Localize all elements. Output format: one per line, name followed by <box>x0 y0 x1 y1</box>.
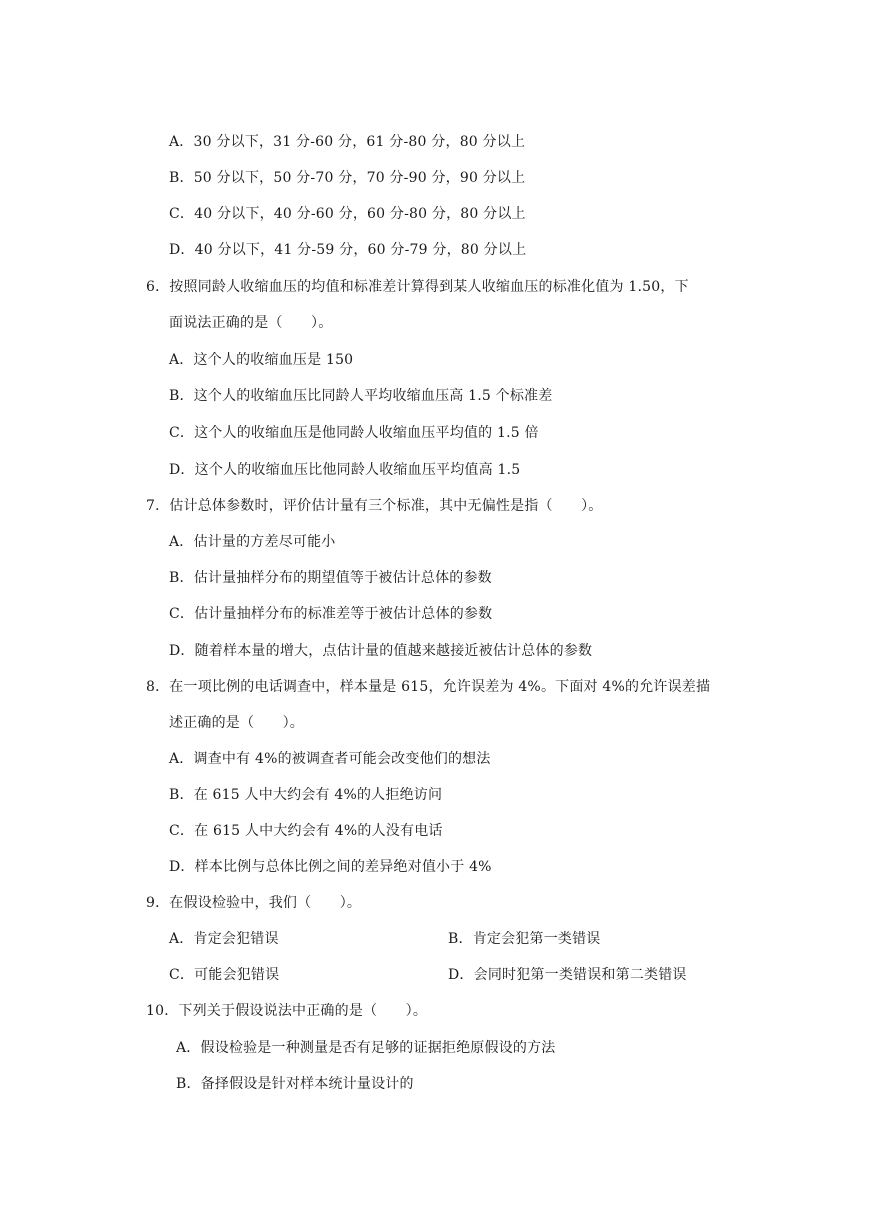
q5-option-c: C．40 分以下，40 分-60 分，60 分-80 分，80 分以上 <box>169 206 526 222</box>
q7-option-a: A．估计量的方差尽可能小 <box>169 534 336 550</box>
q9-option-c: C．可能会犯错误 <box>169 967 280 983</box>
q7-option-b: B．估计量抽样分布的期望值等于被估计总体的参数 <box>169 570 492 586</box>
q8-option-c: C．在 615 人中大约会有 4%的人没有电话 <box>169 823 443 839</box>
q6-stem-continued: 面说法正确的是（ ）。 <box>169 315 333 331</box>
q8-option-b: B．在 615 人中大约会有 4%的人拒绝访问 <box>169 787 443 803</box>
q6-stem: 6．按照同龄人收缩血压的均值和标准差计算得到某人收缩血压的标准化值为 1.50，下 <box>146 279 689 295</box>
q6-option-a: A．这个人的收缩血压是 150 <box>169 352 354 368</box>
q9-option-a: A．肯定会犯错误 <box>169 931 279 947</box>
q7-option-c: C．估计量抽样分布的标准差等于被估计总体的参数 <box>169 606 493 622</box>
q8-option-a: A．调查中有 4%的被调查者可能会改变他们的想法 <box>169 751 491 767</box>
q8-stem: 8．在一项比例的电话调查中，样本量是 615，允许误差为 4%。下面对 4%的允许误差描 <box>146 679 711 695</box>
q7-stem: 7．估计总体参数时，评价估计量有三个标准，其中无偏性是指（ ）。 <box>146 498 603 514</box>
q8-option-d: D．样本比例与总体比例之间的差异绝对值小于 4% <box>169 859 492 875</box>
q5-option-d: D．40 分以下，41 分-59 分，60 分-79 分，80 分以上 <box>169 242 527 258</box>
q8-stem-continued: 述正确的是（ ）。 <box>169 715 304 731</box>
q10-option-b: B．备择假设是针对样本统计量设计的 <box>176 1076 414 1092</box>
q5-option-b: B．50 分以下，50 分-70 分，70 分-90 分，90 分以上 <box>169 170 526 186</box>
q10-option-a: A．假设检验是一种测量是否有足够的证据拒绝原假设的方法 <box>176 1040 556 1056</box>
q7-option-d: D．随着样本量的增大，点估计量的值越来越接近被估计总体的参数 <box>169 643 593 659</box>
q9-option-d: D．会同时犯第一类错误和第二类错误 <box>448 967 687 983</box>
q6-option-c: C．这个人的收缩血压是他同龄人收缩血压平均值的 1.5 倍 <box>169 425 539 441</box>
q9-option-b: B．肯定会犯第一类错误 <box>448 931 601 947</box>
q6-option-d: D．这个人的收缩血压比他同龄人收缩血压平均值高 1.5 <box>169 462 521 478</box>
q6-option-b: B．这个人的收缩血压比同龄人平均收缩血压高 1.5 个标准差 <box>169 388 553 404</box>
q10-stem: 10．下列关于假设说法中正确的是（ ）。 <box>146 1003 428 1019</box>
q5-option-a: A．30 分以下，31 分-60 分，61 分-80 分，80 分以上 <box>169 134 526 150</box>
q9-stem: 9．在假设检验中，我们（ ）。 <box>146 895 362 911</box>
